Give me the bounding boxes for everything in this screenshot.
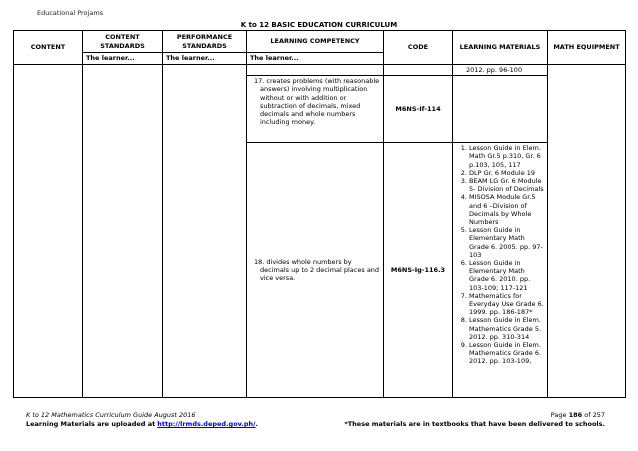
math-equipment-cell <box>548 65 626 398</box>
header-performance-standards: PERFORMANCE STANDARDS <box>163 31 247 53</box>
materials-18 <box>453 143 548 398</box>
material-item: 9. Lesson Guide in Elem. Mathematics Grade 6. 2012. pp. 103-109, <box>469 341 544 366</box>
content-cell <box>14 65 83 398</box>
footer-guide: K to 12 Mathematics Curriculum Guide August 2016 <box>26 411 196 419</box>
material-item: 8. Lesson Guide in Elem. Mathematics Grade 5. 2012. pp. 310-314 <box>469 316 544 341</box>
header-content-standards: CONTENT STANDARDS <box>83 31 163 53</box>
code-18: M6NS-Ig-116.3 <box>384 143 453 398</box>
materials-17 <box>453 76 548 143</box>
page-prefix: Page <box>550 411 567 419</box>
document-title: K to 12 BASIC EDUCATION CURRICULUM <box>240 21 398 29</box>
performance-standards-cell <box>163 65 247 398</box>
competency-18-text: 18. divides whole numbers by decimals up to 2 decimal places and vice versa. <box>254 257 380 283</box>
header-learning-materials: LEARNING MATERIALS <box>453 31 548 65</box>
materials-continuation <box>453 65 548 76</box>
header-learning-competency: LEARNING COMPETENCY <box>247 31 384 53</box>
material-item: 6. Lesson Guide in Elementary Math Grade 6. 2010. pp. 103-109; 117-121 <box>469 259 544 292</box>
lrmds-link[interactable]: http://lrmds.deped.gov.ph/ <box>157 420 256 428</box>
competency-cell-empty <box>247 65 384 76</box>
footer-left <box>26 411 258 429</box>
materials-continuation-text: 2012. pp. 96-100 <box>466 66 523 74</box>
footer-right <box>344 411 605 429</box>
footer-uploaded: Learning Materials are uploaded at <box>26 420 156 428</box>
competency-18 <box>247 143 384 398</box>
materials-list <box>456 144 544 365</box>
competency-17 <box>247 76 384 143</box>
learner-learning-competency: The learner... <box>247 53 384 65</box>
content-standards-cell <box>83 65 163 398</box>
footer-link-suffix: . <box>255 420 258 428</box>
competency-17-text: 17. creates problems (with reasonable answers) involving multiplication without or with addition or subtraction of decimals, mixed decimals and whole numbers including money. <box>254 77 380 127</box>
material-item: 4. MISOSA Module Gr.5 and 6 –Division of Decimals by Whole Numbers <box>469 193 544 226</box>
material-item: 7. Mathematics for Everyday Use Grade 6. 1999. pp. 186-187* <box>469 292 544 317</box>
footer-note: *These materials are in textbooks that have been delivered to schools. <box>344 420 605 428</box>
page-of: of 257 <box>584 411 605 419</box>
page-number <box>344 411 605 420</box>
code-17: M6NS-If-114 <box>384 76 453 143</box>
material-item: 5. Lesson Guide in Elementary Math Grade 6. 2005. pp. 97-103 <box>469 226 544 259</box>
page-num: 186 <box>568 411 583 419</box>
learner-content-standards: The learner... <box>83 53 163 65</box>
material-item: 1. Lesson Guide in Elem. Math Gr.5 p.310, Gr. 6 p.103, 105, 117 <box>469 144 544 169</box>
material-item: 2. DLP Gr. 6 Module 19 <box>469 169 544 177</box>
curriculum-table <box>13 30 626 398</box>
header-content: CONTENT <box>14 31 83 65</box>
header-code: CODE <box>384 31 453 65</box>
header-math-equipment: MATH EQUIPMENT <box>548 31 626 65</box>
learner-performance-standards: The learner... <box>163 53 247 65</box>
material-item: 3. BEAM LG Gr. 6 Module 5- Division of Decimals <box>469 177 544 193</box>
watermark-text: Educational Projams <box>37 9 104 17</box>
code-cell-empty <box>384 65 453 76</box>
